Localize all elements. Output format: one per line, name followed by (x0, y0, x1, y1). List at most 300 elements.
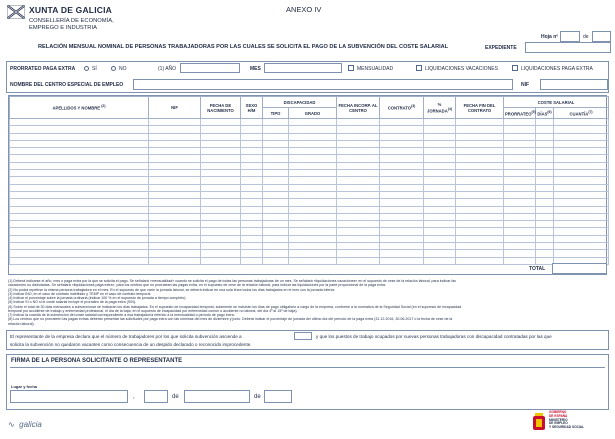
org-line2: EMPREGO E INDUSTRIA (29, 25, 97, 31)
table-cell[interactable] (504, 148, 536, 155)
table-cell[interactable] (241, 191, 263, 198)
table-cell[interactable] (263, 235, 289, 242)
table-cell[interactable] (263, 221, 289, 228)
table-cell[interactable] (263, 199, 289, 206)
table-cell[interactable] (536, 177, 554, 184)
table-cell[interactable] (10, 206, 149, 213)
table-cell[interactable] (263, 155, 289, 162)
table-cell[interactable] (380, 199, 424, 206)
table-cell[interactable] (10, 148, 149, 155)
table-cell[interactable] (554, 184, 609, 191)
table-cell[interactable] (201, 213, 241, 220)
table-cell[interactable] (337, 184, 380, 191)
table-cell[interactable] (456, 177, 504, 184)
table-cell[interactable] (536, 126, 554, 133)
table-cell[interactable] (10, 199, 149, 206)
table-cell[interactable] (289, 126, 337, 133)
table-cell[interactable] (241, 221, 263, 228)
table-cell[interactable] (380, 250, 424, 257)
table-cell[interactable] (337, 221, 380, 228)
centro-nif-field[interactable] (540, 79, 608, 90)
mensualidad-label: MENSUALIDAD (357, 66, 394, 72)
table-cell[interactable] (149, 140, 201, 147)
table-cell[interactable] (536, 213, 554, 220)
table-cell[interactable] (504, 184, 536, 191)
table-cell[interactable] (10, 177, 149, 184)
table-cell[interactable] (536, 162, 554, 169)
table-cell[interactable] (337, 155, 380, 162)
table-cell[interactable] (424, 140, 456, 147)
table-cell[interactable] (380, 257, 424, 264)
table-cell[interactable] (554, 213, 609, 220)
table-cell[interactable] (504, 257, 536, 264)
table-cell[interactable] (289, 191, 337, 198)
table-cell[interactable] (337, 199, 380, 206)
table-cell[interactable] (149, 177, 201, 184)
table-cell[interactable] (554, 133, 609, 140)
table-cell[interactable] (10, 250, 149, 257)
table-cell[interactable] (380, 148, 424, 155)
table-cell[interactable] (504, 155, 536, 162)
table-row (10, 250, 609, 257)
table-cell[interactable] (149, 206, 201, 213)
table-cell[interactable] (504, 235, 536, 242)
table-cell[interactable] (10, 140, 149, 147)
table-cell[interactable] (504, 119, 536, 126)
table-cell[interactable] (289, 170, 337, 177)
table-cell[interactable] (380, 126, 424, 133)
prorrateo-si-radio[interactable] (84, 66, 89, 71)
table-cell[interactable] (337, 206, 380, 213)
table-cell[interactable] (337, 243, 380, 250)
table-cell[interactable] (554, 199, 609, 206)
table-cell[interactable] (504, 206, 536, 213)
footnotes (8, 279, 607, 326)
centro-field[interactable] (133, 79, 513, 90)
table-cell[interactable] (424, 184, 456, 191)
table-cell[interactable] (380, 133, 424, 140)
table-cell[interactable] (424, 119, 456, 126)
table-cell[interactable] (149, 119, 201, 126)
table-cell[interactable] (424, 170, 456, 177)
table-cell[interactable] (380, 213, 424, 220)
table-cell[interactable] (456, 148, 504, 155)
table-cell[interactable] (536, 206, 554, 213)
table-cell[interactable] (504, 170, 536, 177)
table-cell[interactable] (554, 170, 609, 177)
table-cell[interactable] (536, 221, 554, 228)
table-cell[interactable] (149, 126, 201, 133)
footnote-line: (6) Sobre el total de 30 días mensuales a subvencionar se indicarán los días trabajados. En el supuesto de incapacidad temporal, solamente se incluirán los días de pago obligatorio a cargo de la empresa, conforme a la normativa de la Seguridad Social (en el supuesto de incapacidad (8, 304, 462, 309)
table-cell[interactable] (289, 228, 337, 235)
table-cell[interactable] (201, 228, 241, 235)
table-cell[interactable] (456, 184, 504, 191)
table-cell[interactable] (536, 133, 554, 140)
table-cell[interactable] (456, 191, 504, 198)
table-cell[interactable] (536, 199, 554, 206)
table-cell[interactable] (241, 148, 263, 155)
table-cell[interactable] (241, 228, 263, 235)
table-cell[interactable] (263, 119, 289, 126)
table-cell[interactable] (241, 257, 263, 264)
table-cell[interactable] (424, 155, 456, 162)
table-cell[interactable] (456, 155, 504, 162)
table-cell[interactable] (504, 228, 536, 235)
table-cell[interactable] (263, 177, 289, 184)
table-cell[interactable] (536, 250, 554, 257)
table-cell[interactable] (241, 162, 263, 169)
table-cell[interactable] (424, 228, 456, 235)
table-cell[interactable] (504, 199, 536, 206)
table-cell[interactable] (149, 155, 201, 162)
table-cell[interactable] (456, 243, 504, 250)
table-cell[interactable] (337, 140, 380, 147)
table-cell[interactable] (424, 177, 456, 184)
table-cell[interactable] (504, 243, 536, 250)
table-cell[interactable] (456, 126, 504, 133)
table-cell[interactable] (424, 148, 456, 155)
table-cell[interactable] (504, 213, 536, 220)
table-cell[interactable] (536, 228, 554, 235)
table-cell[interactable] (201, 250, 241, 257)
table-cell[interactable] (289, 119, 337, 126)
table-cell[interactable] (337, 177, 380, 184)
table-cell[interactable] (241, 213, 263, 220)
table-cell[interactable] (149, 235, 201, 242)
table-cell[interactable] (241, 199, 263, 206)
table-cell[interactable] (337, 191, 380, 198)
table-cell[interactable] (289, 250, 337, 257)
table-cell[interactable] (424, 199, 456, 206)
table-cell[interactable] (424, 250, 456, 257)
table-cell[interactable] (337, 119, 380, 126)
table-cell[interactable] (456, 162, 504, 169)
xunta-logo (7, 5, 127, 37)
workers-grid (9, 96, 609, 265)
table-cell[interactable] (424, 191, 456, 198)
place-date-label: Lugar y fecha (11, 384, 38, 389)
table-cell[interactable] (201, 148, 241, 155)
sheet-number-field[interactable] (560, 31, 580, 42)
de-label-2: de (254, 394, 261, 400)
table-cell[interactable] (456, 170, 504, 177)
table-cell[interactable] (554, 126, 609, 133)
table-cell[interactable] (149, 243, 201, 250)
table-cell[interactable] (504, 133, 536, 140)
table-cell[interactable] (554, 140, 609, 147)
table-cell[interactable] (456, 213, 504, 220)
table-cell[interactable] (536, 243, 554, 250)
table-cell[interactable] (289, 155, 337, 162)
table-cell[interactable] (263, 162, 289, 169)
total-sheets-field[interactable] (592, 31, 611, 42)
table-cell[interactable] (263, 250, 289, 257)
table-cell[interactable] (536, 184, 554, 191)
table-cell[interactable] (10, 126, 149, 133)
table-cell[interactable] (289, 257, 337, 264)
prorrateo-no-radio[interactable] (111, 66, 116, 71)
table-cell[interactable] (504, 191, 536, 198)
table-cell[interactable] (263, 213, 289, 220)
table-cell[interactable] (201, 155, 241, 162)
month-field[interactable] (184, 390, 250, 403)
table-cell[interactable] (149, 162, 201, 169)
footnote-line: temporal por accidente de trabajo y enfermedad profesional, el día de la baja; en el supuesto de incapacidad por enfermedad común o accidente no laboral, del día 4º al 15º de baja). (8, 308, 298, 313)
table-cell[interactable] (263, 148, 289, 155)
table-row (10, 191, 609, 198)
table-cell[interactable] (289, 199, 337, 206)
table-cell[interactable] (554, 191, 609, 198)
table-cell[interactable] (424, 213, 456, 220)
table-cell[interactable] (554, 235, 609, 242)
table-cell[interactable] (241, 235, 263, 242)
table-cell[interactable] (504, 221, 536, 228)
table-cell[interactable] (504, 250, 536, 257)
table-cell[interactable] (263, 126, 289, 133)
table-cell[interactable] (289, 243, 337, 250)
table-cell[interactable] (380, 119, 424, 126)
table-cell[interactable] (10, 243, 149, 250)
table-cell[interactable] (380, 191, 424, 198)
table-cell[interactable] (424, 221, 456, 228)
mensualidad-checkbox[interactable] (348, 65, 354, 71)
table-cell[interactable] (380, 162, 424, 169)
table-cell[interactable] (337, 235, 380, 242)
prorrateo-no-label: NO (119, 66, 127, 72)
galicia-brand-text: galicia (19, 420, 42, 429)
liq-vacaciones-checkbox[interactable] (416, 65, 422, 71)
table-cell[interactable] (380, 177, 424, 184)
footnote-line: vacaciones no disfrutadas. Se señalará «liquidaciones paga extra», para los centros que no prorratean las pagas extra, en el supuesto de cese de la relación laboral, para indicar las liquidaciones por la parte proporcional de la paga extra. (8, 283, 386, 288)
table-cell[interactable] (424, 243, 456, 250)
table-cell[interactable] (554, 162, 609, 169)
table-cell[interactable] (149, 148, 201, 155)
expediente-field[interactable] (525, 42, 611, 53)
galicia-wave-icon: ∿ (8, 420, 15, 429)
table-cell[interactable] (201, 243, 241, 250)
table-cell[interactable] (289, 162, 337, 169)
table-cell[interactable] (201, 221, 241, 228)
table-cell[interactable] (456, 257, 504, 264)
table-cell[interactable] (10, 257, 149, 264)
worker-count-field[interactable] (294, 332, 312, 340)
table-row (10, 119, 609, 126)
table-cell[interactable] (554, 221, 609, 228)
table-cell[interactable] (241, 126, 263, 133)
table-cell[interactable] (536, 170, 554, 177)
table-cell[interactable] (201, 133, 241, 140)
table-cell[interactable] (289, 213, 337, 220)
table-cell[interactable] (149, 184, 201, 191)
table-cell[interactable] (380, 206, 424, 213)
table-cell[interactable] (380, 235, 424, 242)
table-cell[interactable] (337, 228, 380, 235)
signature-title: FIRMA DE LA PERSONA SOLICITANTE O REPRESENTANTE (11, 358, 183, 364)
table-cell[interactable] (241, 133, 263, 140)
table-cell[interactable] (536, 191, 554, 198)
table-cell[interactable] (337, 148, 380, 155)
day-field[interactable] (144, 390, 168, 403)
table-cell[interactable] (456, 133, 504, 140)
table-cell[interactable] (241, 170, 263, 177)
table-cell[interactable] (380, 170, 424, 177)
table-cell[interactable] (380, 140, 424, 147)
table-cell[interactable] (424, 133, 456, 140)
table-cell[interactable] (456, 206, 504, 213)
table-row (10, 133, 609, 140)
table-cell[interactable] (554, 243, 609, 250)
table-cell[interactable] (337, 126, 380, 133)
table-cell[interactable] (149, 213, 201, 220)
table-cell[interactable] (504, 140, 536, 147)
table-row (10, 162, 609, 169)
table-cell[interactable] (456, 221, 504, 228)
table-cell[interactable] (289, 235, 337, 242)
place-field[interactable] (10, 390, 128, 403)
table-cell[interactable] (10, 119, 149, 126)
table-cell[interactable] (10, 162, 149, 169)
table-cell[interactable] (263, 170, 289, 177)
org-name: XUNTA DE GALICIA (29, 5, 113, 15)
table-cell[interactable] (201, 119, 241, 126)
table-cell[interactable] (201, 257, 241, 264)
table-cell[interactable] (149, 228, 201, 235)
table-cell[interactable] (289, 140, 337, 147)
table-cell[interactable] (201, 140, 241, 147)
table-cell[interactable] (201, 170, 241, 177)
table-cell[interactable] (456, 250, 504, 257)
table-cell[interactable] (380, 228, 424, 235)
table-cell[interactable] (10, 228, 149, 235)
table-cell[interactable] (263, 133, 289, 140)
table-cell[interactable] (241, 119, 263, 126)
table-cell[interactable] (263, 257, 289, 264)
table-cell[interactable] (201, 206, 241, 213)
table-cell[interactable] (149, 133, 201, 140)
table-row (10, 148, 609, 155)
table-cell[interactable] (536, 140, 554, 147)
table-cell[interactable] (201, 177, 241, 184)
table-cell[interactable] (554, 250, 609, 257)
mes-field[interactable] (264, 63, 342, 73)
table-cell[interactable] (424, 162, 456, 169)
table-cell[interactable] (10, 221, 149, 228)
table-row (10, 235, 609, 242)
table-cell[interactable] (10, 133, 149, 140)
table-cell[interactable] (263, 228, 289, 235)
table-cell[interactable] (241, 243, 263, 250)
table-cell[interactable] (241, 206, 263, 213)
table-cell[interactable] (456, 235, 504, 242)
table-cell[interactable] (201, 126, 241, 133)
table-cell[interactable] (380, 155, 424, 162)
year-field[interactable] (264, 390, 292, 403)
table-cell[interactable] (10, 155, 149, 162)
table-cell[interactable] (289, 206, 337, 213)
anio-field[interactable] (180, 63, 240, 73)
table-cell[interactable] (241, 184, 263, 191)
table-cell[interactable] (201, 191, 241, 198)
table-cell[interactable] (424, 257, 456, 264)
table-cell[interactable] (149, 170, 201, 177)
table-cell[interactable] (337, 170, 380, 177)
liq-paga-extra-checkbox[interactable] (512, 65, 518, 71)
table-cell[interactable] (380, 221, 424, 228)
table-cell[interactable] (149, 199, 201, 206)
table-cell[interactable] (149, 221, 201, 228)
table-row (10, 257, 609, 264)
table-cell[interactable] (201, 162, 241, 169)
table-cell[interactable] (201, 235, 241, 242)
table-cell[interactable] (337, 133, 380, 140)
table-cell[interactable] (554, 119, 609, 126)
table-cell[interactable] (241, 155, 263, 162)
table-cell[interactable] (504, 177, 536, 184)
table-cell[interactable] (10, 184, 149, 191)
table-cell[interactable] (536, 257, 554, 264)
table-cell[interactable] (263, 243, 289, 250)
table-cell[interactable] (337, 257, 380, 264)
table-cell[interactable] (424, 206, 456, 213)
table-cell[interactable] (289, 177, 337, 184)
table-cell[interactable] (554, 148, 609, 155)
table-cell[interactable] (289, 133, 337, 140)
table-cell[interactable] (149, 257, 201, 264)
table-cell[interactable] (289, 184, 337, 191)
table-cell[interactable] (201, 184, 241, 191)
table-cell[interactable] (536, 235, 554, 242)
table-cell[interactable] (456, 140, 504, 147)
table-cell[interactable] (263, 191, 289, 198)
table-cell[interactable] (289, 221, 337, 228)
table-cell[interactable] (456, 119, 504, 126)
table-cell[interactable] (10, 235, 149, 242)
table-cell[interactable] (241, 250, 263, 257)
table-cell[interactable] (10, 170, 149, 177)
table-cell[interactable] (10, 191, 149, 198)
table-cell[interactable] (337, 250, 380, 257)
table-cell[interactable] (263, 184, 289, 191)
table-cell[interactable] (504, 126, 536, 133)
table-cell[interactable] (536, 155, 554, 162)
table-cell[interactable] (424, 126, 456, 133)
table-cell[interactable] (10, 213, 149, 220)
total-field[interactable] (552, 263, 607, 274)
table-cell[interactable] (554, 228, 609, 235)
table-cell[interactable] (456, 199, 504, 206)
table-cell[interactable] (554, 155, 609, 162)
table-cell[interactable] (149, 250, 201, 257)
table-cell[interactable] (263, 206, 289, 213)
table-cell[interactable] (241, 177, 263, 184)
table-cell[interactable] (504, 162, 536, 169)
table-cell[interactable] (149, 191, 201, 198)
table-cell[interactable] (201, 199, 241, 206)
table-cell[interactable] (554, 177, 609, 184)
table-cell[interactable] (536, 148, 554, 155)
table-cell[interactable] (263, 140, 289, 147)
table-cell[interactable] (456, 228, 504, 235)
table-cell[interactable] (380, 184, 424, 191)
table-cell[interactable] (554, 206, 609, 213)
table-cell[interactable] (380, 243, 424, 250)
table-cell[interactable] (536, 119, 554, 126)
table-cell[interactable] (337, 162, 380, 169)
table-cell[interactable] (424, 235, 456, 242)
table-cell[interactable] (289, 148, 337, 155)
table-cell[interactable] (337, 213, 380, 220)
table-cell[interactable] (241, 140, 263, 147)
